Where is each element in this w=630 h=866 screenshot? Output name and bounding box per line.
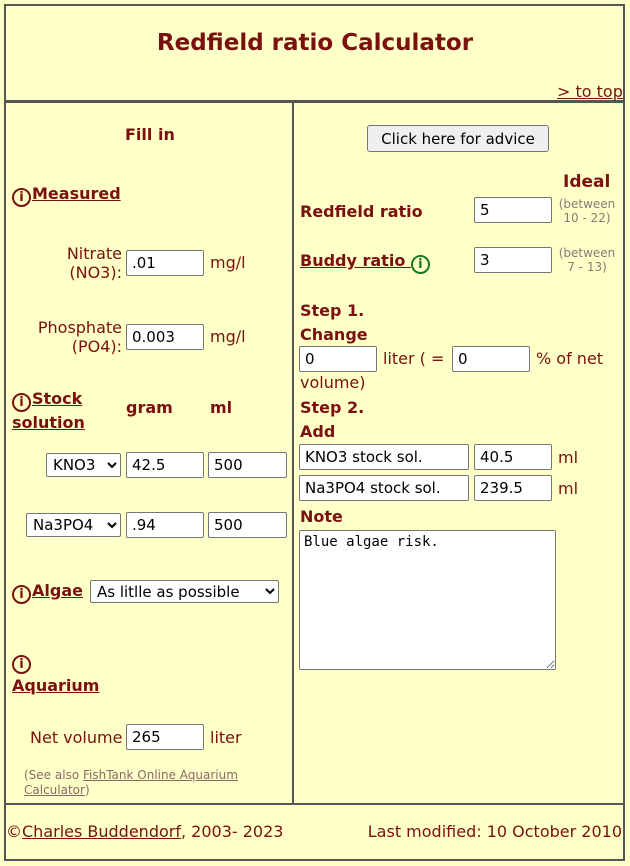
volume-text: volume) (300, 373, 366, 392)
last-modified: Last modified: 10 October 2010 (367, 822, 622, 841)
net-volume-label: Net volume (30, 728, 123, 747)
stock-gram-input-1[interactable] (126, 452, 204, 478)
note-label: Note (300, 507, 343, 526)
info-icon[interactable]: i (12, 393, 31, 412)
nitrate-input[interactable] (126, 250, 204, 276)
author-link[interactable]: Charles Buddendorf (22, 822, 181, 841)
step2-title: Step 2. Add (300, 398, 365, 441)
buddy-ratio-link[interactable]: Buddy ratio i (300, 251, 431, 274)
redfield-ratio-input[interactable] (474, 197, 552, 223)
add-amount-input-1[interactable] (474, 444, 552, 470)
add-name-input-1[interactable] (299, 444, 469, 470)
stock-solution-link[interactable]: i Stock solution (12, 389, 85, 432)
buddy-ideal-range: (between 7 - 13) (558, 246, 616, 274)
phosphate-input[interactable] (126, 324, 204, 350)
fill-in-heading: Fill in (125, 125, 175, 144)
algae-link[interactable]: i Algae (12, 581, 83, 604)
ideal-header: Ideal (563, 172, 611, 192)
stock-gram-input-2[interactable] (126, 512, 204, 538)
to-top-link[interactable]: > to top (557, 82, 623, 101)
add-unit-1: ml (558, 448, 579, 467)
liter-equals-text: liter ( = (383, 349, 445, 368)
stock-compound-select-2[interactable] (26, 513, 121, 537)
add-amount-input-2[interactable] (474, 475, 552, 501)
phosphate-unit: mg/l (210, 327, 246, 346)
percent-of-net-text: % of net (536, 349, 604, 368)
advice-button[interactable]: Click here for advice (367, 125, 549, 152)
gram-column-header: gram (126, 398, 173, 417)
change-percent-input[interactable] (452, 346, 530, 372)
info-icon[interactable]: i (12, 655, 31, 674)
redfield-ideal-range: (between 10 - 22) (558, 197, 616, 225)
measured-link[interactable]: i Measured (12, 184, 121, 207)
stock-compound-select-1[interactable] (46, 453, 121, 477)
redfield-ratio-label: Redfield ratio (300, 202, 423, 221)
phosphate-label: Phosphate (PO4): (37, 318, 122, 356)
info-icon[interactable]: i (411, 255, 430, 274)
note-textarea[interactable] (299, 530, 556, 670)
copyright: ©Charles Buddendorf, 2003- 2023 (6, 822, 284, 841)
change-liter-input[interactable] (299, 346, 377, 372)
stock-ml-input-2[interactable] (208, 512, 287, 538)
nitrate-unit: mg/l (210, 253, 246, 272)
algae-select[interactable] (90, 580, 279, 603)
see-also-note: (See also FishTank Online Aquarium Calculator) (24, 768, 238, 797)
net-volume-input[interactable] (126, 724, 204, 750)
net-volume-unit: liter (210, 728, 242, 747)
step1-title: Step 1. Change (300, 301, 368, 344)
info-icon[interactable]: i (12, 188, 31, 207)
buddy-ratio-input[interactable] (474, 247, 552, 273)
fishtank-calculator-link[interactable]: FishTank Online Aquarium Calculator (24, 768, 238, 797)
page-title: Redfield ratio Calculator (156, 30, 474, 56)
ml-column-header: ml (210, 398, 233, 417)
info-icon[interactable]: i (12, 585, 31, 604)
add-name-input-2[interactable] (299, 475, 469, 501)
stock-ml-input-1[interactable] (208, 452, 287, 478)
nitrate-label: Nitrate (NO3): (66, 244, 122, 282)
aquarium-link[interactable]: i Aquarium (12, 657, 100, 695)
add-unit-2: ml (558, 479, 579, 498)
